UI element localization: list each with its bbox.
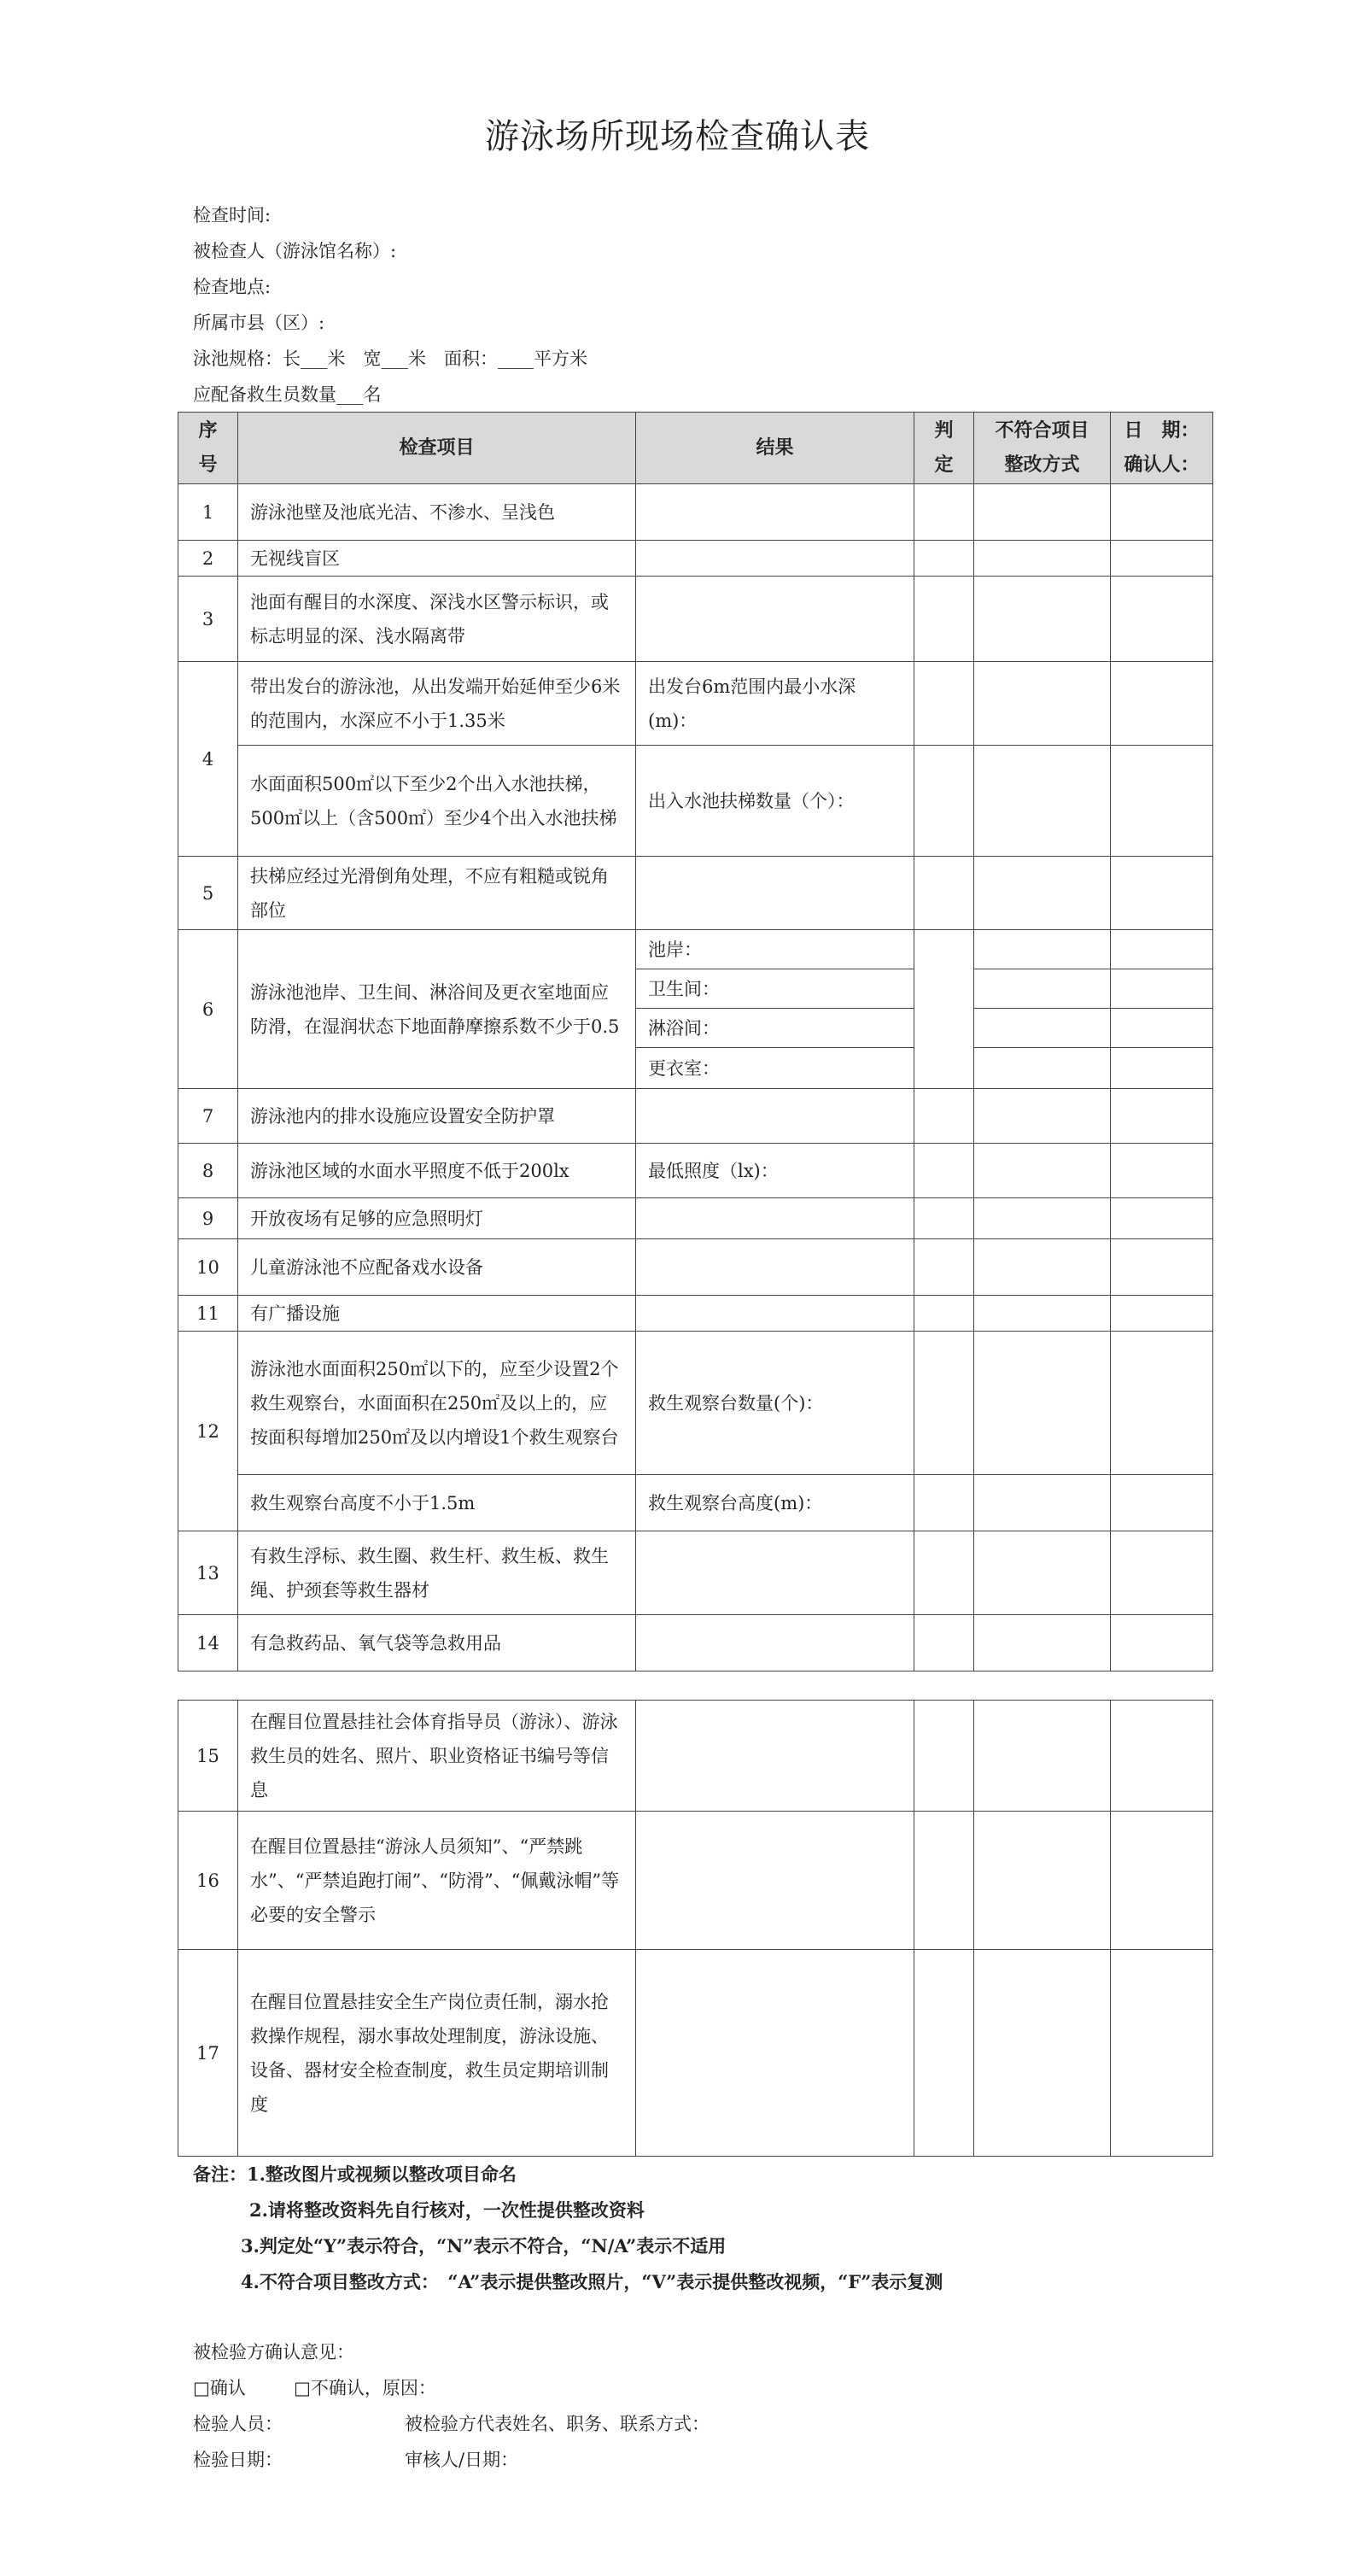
judge-cell[interactable] [914,1296,974,1332]
info-lifeguard-count: 应配备救生员数量___名 [193,384,382,405]
fix-cell[interactable] [974,1615,1111,1671]
result-cell[interactable] [636,1950,914,2157]
row-item: 有广播设施 [238,1296,636,1332]
table-row [178,541,1213,577]
row-item: 开放夜场有足够的应急照明灯 [238,1198,636,1239]
note-1: 备注：1.整改图片或视频以整改项目命名 [193,2163,517,2185]
row-result-label: 最低照度（lx)： [636,1144,914,1198]
date-cell[interactable] [1111,484,1213,541]
fix-cell[interactable] [974,1475,1111,1531]
table-row [178,577,1213,662]
fix-cell[interactable] [974,1812,1111,1950]
row-result-label: 更衣室： [636,1048,914,1089]
fix-cell[interactable] [974,1089,1111,1144]
judge-cell[interactable] [914,1812,974,1950]
fix-cell[interactable] [974,577,1111,662]
row-item: 救生观察台高度不小于1.5m [238,1475,636,1531]
info-inspected-party: 被检查人（游泳馆名称）: [193,241,397,261]
date-cell[interactable] [1111,1296,1213,1332]
date-cell[interactable] [1111,969,1213,1009]
info-location: 检查地点: [193,277,272,297]
row-result-label: 卫生间： [636,969,914,1009]
result-cell[interactable] [636,1239,914,1296]
row-result-label: 救生观察台数量(个)： [636,1332,914,1475]
row-item: 游泳池区域的水面水平照度不低于200lx [238,1144,636,1198]
table-row [178,484,1213,541]
fix-cell[interactable] [974,1950,1111,2157]
header-judge: 判定 [914,413,974,484]
table-row [178,857,1213,930]
table-row [178,1615,1213,1671]
fix-cell[interactable] [974,1048,1111,1089]
header-fix: 不符合项目整改方式 [974,413,1111,484]
footer-reviewer: 审核人/日期： [405,2450,519,2470]
judge-cell[interactable] [914,1239,974,1296]
row-number: 16 [178,1812,238,1950]
table-row [178,1144,1213,1198]
judge-cell[interactable] [914,1475,974,1531]
judge-cell[interactable] [914,541,974,577]
date-cell[interactable] [1111,746,1213,857]
row-item: 游泳池内的排水设施应设置安全防护罩 [238,1089,636,1144]
result-cell[interactable] [636,1296,914,1332]
table-row [178,1198,1213,1239]
table-row [178,1239,1213,1296]
result-cell[interactable] [636,857,914,930]
judge-cell[interactable] [914,1615,974,1671]
judge-cell[interactable] [914,1701,974,1812]
footer-inspector: 检验人员： [193,2414,283,2434]
date-cell[interactable] [1111,1531,1213,1615]
row-number: 1 [178,484,238,541]
note-2: 2.请将整改资料先自行核对，一次性提供整改资料 [249,2199,645,2221]
fix-cell[interactable] [974,930,1111,969]
row-number: 8 [178,1144,238,1198]
page-title: 游泳场所现场检查确认表 [485,117,870,156]
row-number: 12 [178,1332,238,1531]
fix-cell[interactable] [974,969,1111,1009]
header-seq: 序号 [178,413,238,484]
row-number: 14 [178,1615,238,1671]
date-cell[interactable] [1111,1009,1213,1048]
judge-cell[interactable] [914,1531,974,1615]
judge-cell[interactable] [914,1950,974,2157]
row-item: 游泳池水面面积250㎡以下的，应至少设置2个救生观察台，水面面积在250㎡及以上的，应按面积每增加250㎡及以内增设1个救生观察台 [238,1332,636,1475]
row-result-label: 救生观察台高度(m)： [636,1475,914,1531]
result-cell[interactable] [636,541,914,577]
table-header-row [178,413,1213,484]
row-number: 4 [178,662,238,857]
info-pool-spec: 泳池规格：长___米 宽___米 面积：____平方米 [193,348,587,369]
judge-cell[interactable] [914,1198,974,1239]
date-cell[interactable] [1111,662,1213,746]
table-row [178,1296,1213,1332]
result-cell[interactable] [636,484,914,541]
table-row [178,662,1213,746]
row-number: 13 [178,1531,238,1615]
row-number: 9 [178,1198,238,1239]
table-row [178,1475,1213,1531]
table-row [178,1089,1213,1144]
fix-cell[interactable] [974,746,1111,857]
judge-cell[interactable] [914,1144,974,1198]
fix-cell[interactable] [974,857,1111,930]
date-cell[interactable] [1111,930,1213,969]
date-cell[interactable] [1111,1475,1213,1531]
table-row [178,1531,1213,1615]
row-item: 无视线盲区 [238,541,636,577]
info-district: 所属市县（区）: [193,313,325,333]
row-number: 10 [178,1239,238,1296]
date-cell[interactable] [1111,857,1213,930]
result-cell[interactable] [636,1812,914,1950]
inspection-table-part2 [178,1700,1213,2157]
fix-cell[interactable] [974,662,1111,746]
result-cell[interactable] [636,1531,914,1615]
header-date: 日 期：确认人： [1111,413,1213,484]
row-number: 6 [178,930,238,1089]
row-result-label: 出发台6m范围内最小水深(m)： [636,662,914,746]
row-item: 水面面积500㎡以下至少2个出入水池扶梯，500㎡以上（含500㎡）至少4个出入水池扶梯 [238,746,636,857]
header-item: 检查项目 [238,413,636,484]
row-item: 在醒目位置悬挂安全生产岗位责任制，溺水抢救操作规程，溺水事故处理制度，游泳设施、设备、器材安全检查制度，救生员定期培训制度 [238,1950,636,2157]
fix-cell[interactable] [974,541,1111,577]
row-number: 17 [178,1950,238,2157]
date-cell[interactable] [1111,1144,1213,1198]
row-number: 3 [178,577,238,662]
fix-cell[interactable] [974,1144,1111,1198]
footer-inspection-date: 检验日期： [193,2450,283,2470]
row-number: 11 [178,1296,238,1332]
row-item: 在醒目位置悬挂“游泳人员须知”、“严禁跳水”、“严禁追跑打闹”、“防滑”、“佩戴泳帽”等必要的安全警示 [238,1812,636,1950]
row-result-label: 淋浴间： [636,1009,914,1048]
date-cell[interactable] [1111,1198,1213,1239]
inspection-table-part1 [178,412,1213,1671]
footer-representative: 被检验方代表姓名、职务、联系方式： [405,2414,710,2434]
info-inspection-time: 检查时间: [193,205,272,225]
row-result-label: 出入水池扶梯数量（个）： [636,746,914,857]
fix-cell[interactable] [974,1332,1111,1475]
result-cell[interactable] [636,1615,914,1671]
judge-cell[interactable] [914,930,974,1089]
date-cell[interactable] [1111,1701,1213,1812]
table-row [178,930,1213,969]
row-number: 2 [178,541,238,577]
fix-cell[interactable] [974,1296,1111,1332]
table-row [178,1812,1213,1950]
fix-cell[interactable] [974,1239,1111,1296]
fix-cell[interactable] [974,1009,1111,1048]
date-cell[interactable] [1111,1950,1213,2157]
confirm-checkbox[interactable]: □确认 [193,2378,246,2398]
date-cell[interactable] [1111,1048,1213,1089]
judge-cell[interactable] [914,1332,974,1475]
judge-cell[interactable] [914,484,974,541]
table-row [178,1701,1213,1812]
row-item: 有急救药品、氧气袋等急救用品 [238,1615,636,1671]
row-item: 游泳池壁及池底光洁、不渗水、呈浅色 [238,484,636,541]
date-cell[interactable] [1111,577,1213,662]
date-cell[interactable] [1111,1089,1213,1144]
date-cell[interactable] [1111,541,1213,577]
footer-opinion: 被检验方确认意见： [193,2342,354,2362]
judge-cell[interactable] [914,746,974,857]
header-result: 结果 [636,413,914,484]
note-4: 4.不符合项目整改方式： “A”表示提供整改照片，“V”表示提供整改视频，“F”表示复测 [241,2271,943,2292]
date-cell[interactable] [1111,1239,1213,1296]
fix-cell[interactable] [974,1701,1111,1812]
table-row [178,1950,1213,2157]
row-result-label: 池岸： [636,930,914,969]
fix-cell[interactable] [974,1198,1111,1239]
judge-cell[interactable] [914,577,974,662]
fix-cell[interactable] [974,484,1111,541]
row-item: 在醒目位置悬挂社会体育指导员（游泳）、游泳救生员的姓名、照片、职业资格证书编号等信息 [238,1701,636,1812]
row-item: 池面有醒目的水深度、深浅水区警示标识，或标志明显的深、浅水隔离带 [238,577,636,662]
table-row [178,1332,1213,1475]
result-cell[interactable] [636,1089,914,1144]
judge-cell[interactable] [914,857,974,930]
result-cell[interactable] [636,1198,914,1239]
note-3: 3.判定处“Y”表示符合，“N”表示不符合，“N/A”表示不适用 [241,2235,727,2257]
date-cell[interactable] [1111,1332,1213,1475]
row-item: 儿童游泳池不应配备戏水设备 [238,1239,636,1296]
date-cell[interactable] [1111,1615,1213,1671]
row-item: 扶梯应经过光滑倒角处理，不应有粗糙或锐角部位 [238,857,636,930]
row-number: 7 [178,1089,238,1144]
judge-cell[interactable] [914,662,974,746]
row-item: 游泳池池岸、卫生间、淋浴间及更衣室地面应防滑，在湿润状态下地面静摩擦系数不少于0.5 [238,930,636,1089]
result-cell[interactable] [636,1701,914,1812]
fix-cell[interactable] [974,1531,1111,1615]
row-item: 有救生浮标、救生圈、救生杆、救生板、救生绳、护颈套等救生器材 [238,1531,636,1615]
result-cell[interactable] [636,577,914,662]
table-row [178,746,1213,857]
judge-cell[interactable] [914,1089,974,1144]
row-number: 5 [178,857,238,930]
date-cell[interactable] [1111,1812,1213,1950]
row-item: 带出发台的游泳池，从出发端开始延伸至少6米的范围内，水深应不小于1.35米 [238,662,636,746]
unconfirm-checkbox[interactable]: □不确认，原因： [294,2378,436,2398]
row-number: 15 [178,1701,238,1812]
